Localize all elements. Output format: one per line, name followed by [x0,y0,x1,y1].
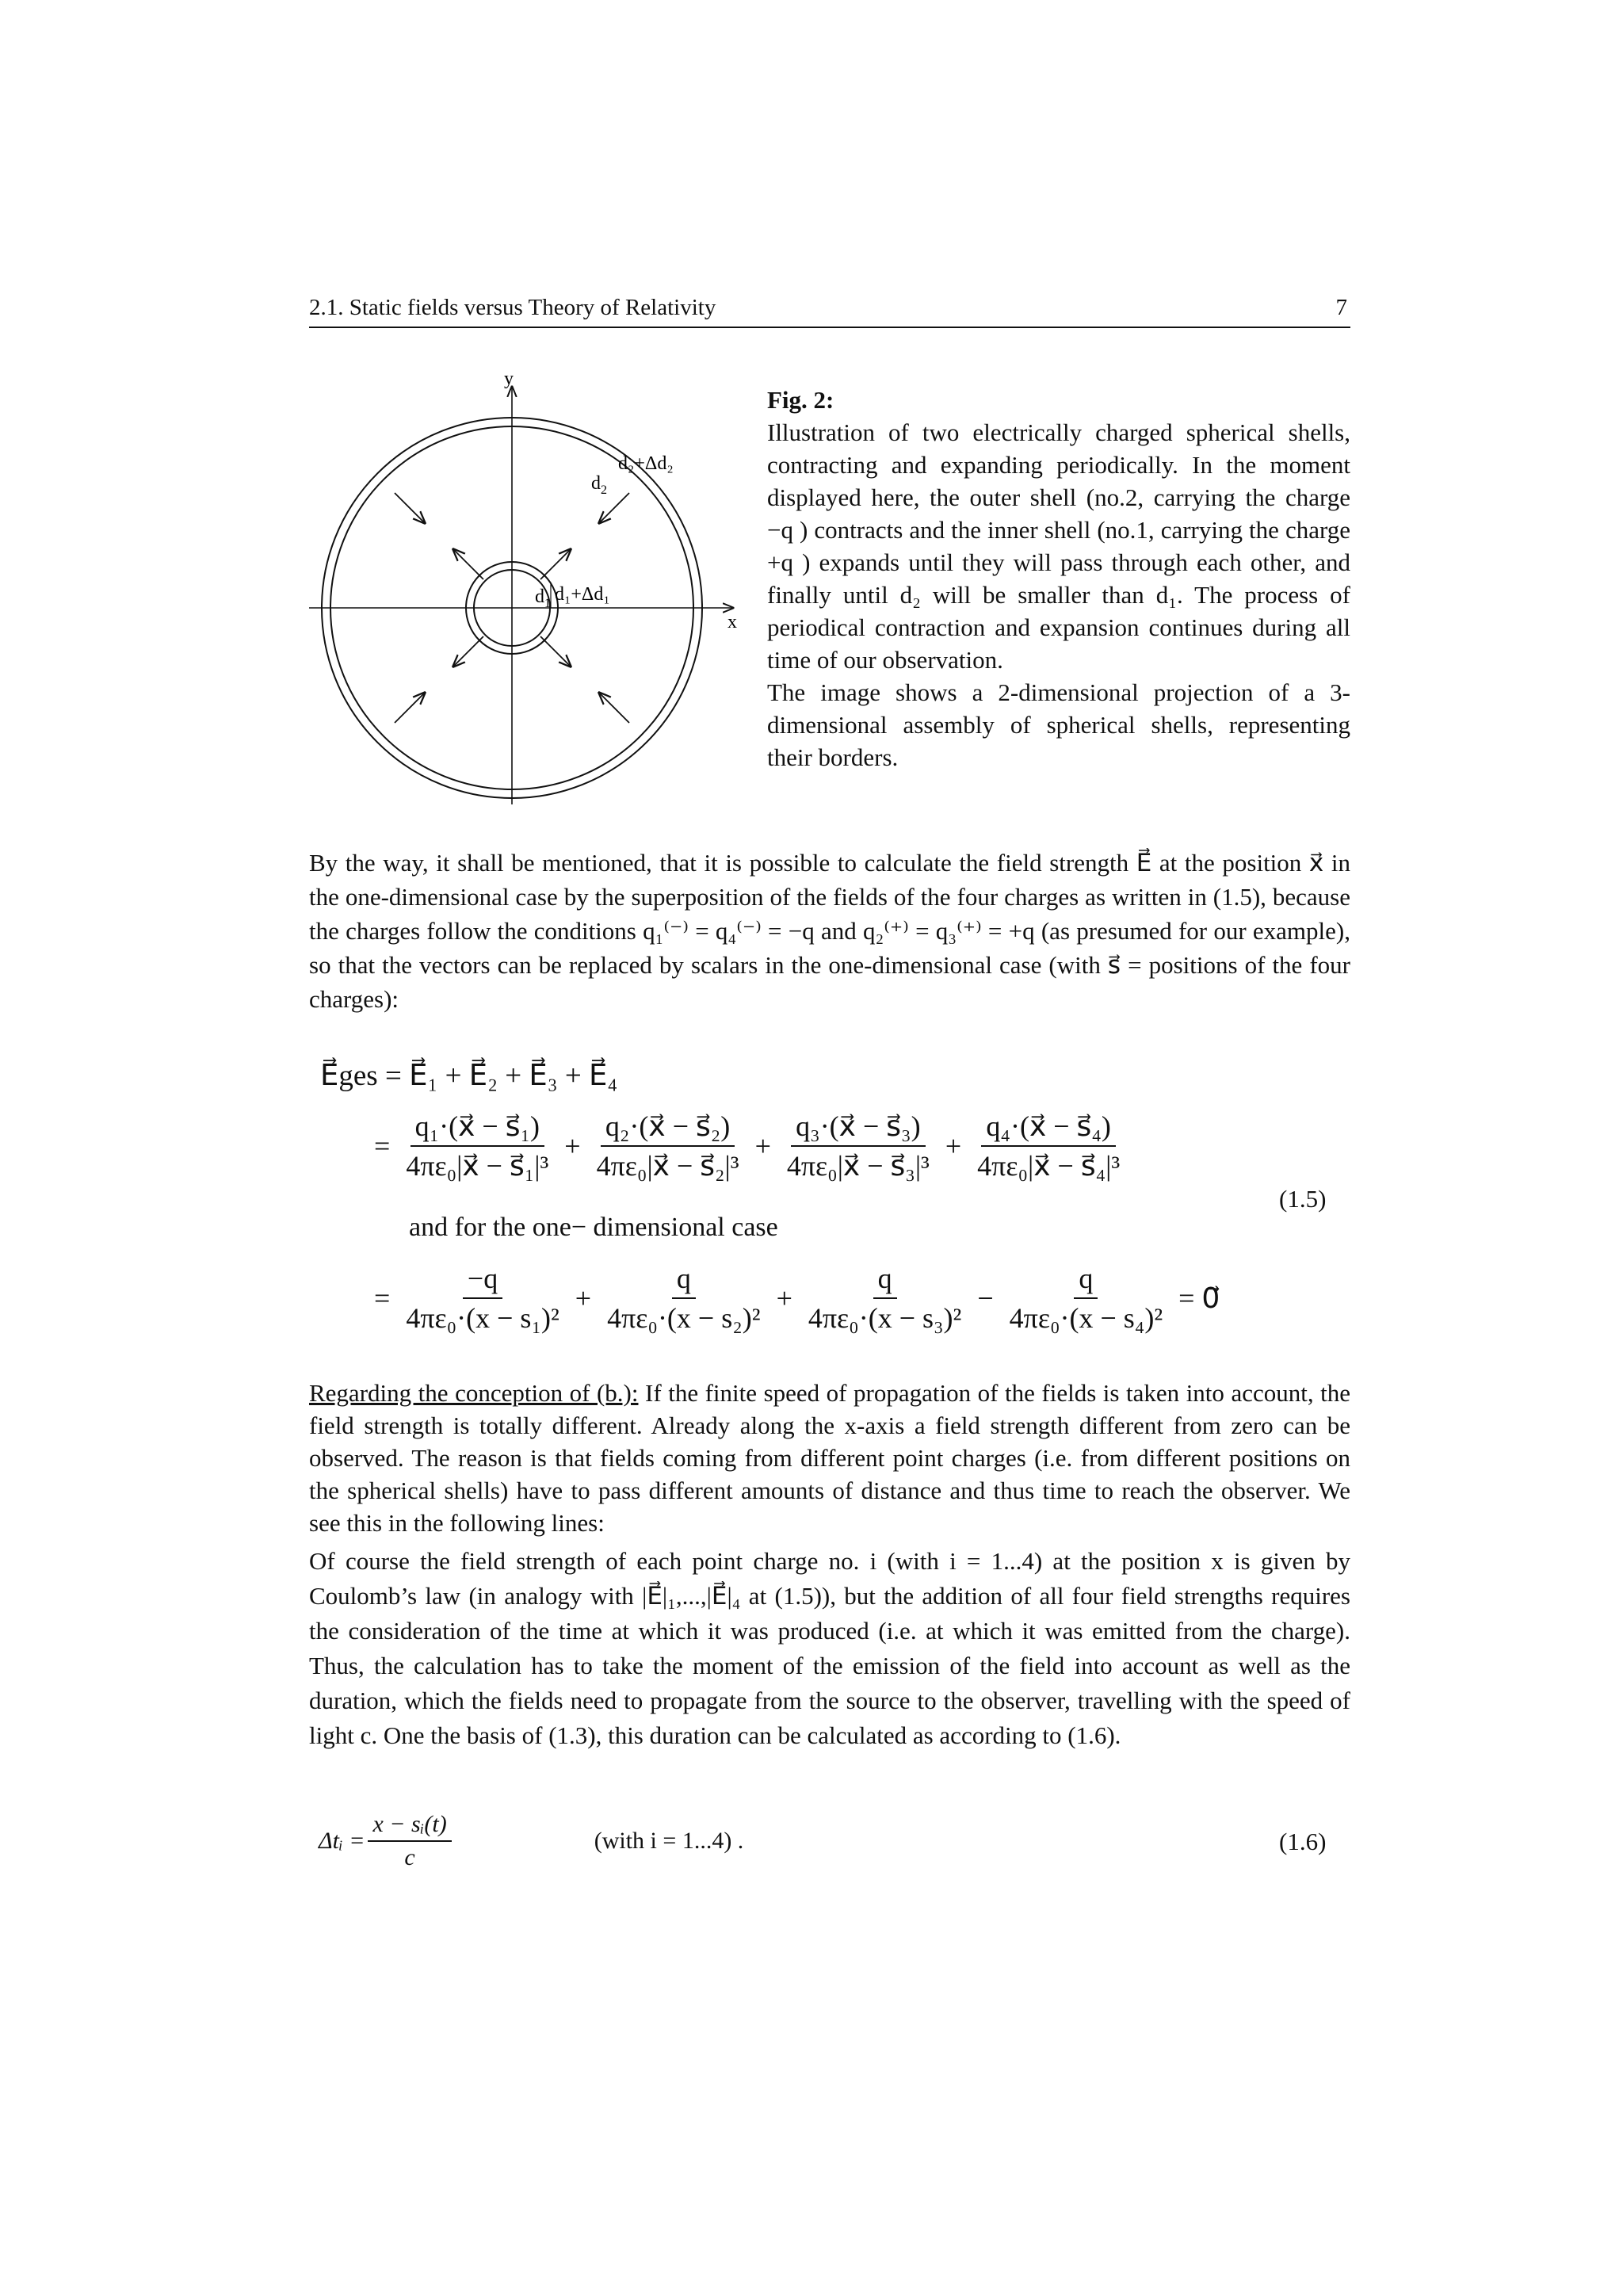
d1-label: $d_1$ [535,586,551,610]
inward-arrow [599,693,629,723]
outward-arrow [453,636,483,667]
d1-delta-label: d₁+Δd₁ [555,584,610,605]
inward-arrow [395,493,425,523]
eq16-denominator: c [404,1844,415,1870]
caption-paragraph-1: Illustration of two electrically charged spherical shells, contracting and expanding periodically. In the moment displayed here, the outer shell (no.2, carrying the charge −q ) contracts and the inner shell (no.1, carrying the charge +q ) expands until they will pass through each other, and finally until d₂ will be smaller than d₁. The process of periodical contraction and expansion continues during all time of our observation. [767,418,1350,674]
eq15-den-2: 4πε₀|x⃗ − s⃗₂|³ [596,1150,739,1182]
eq15-den-1: 4πε₀|x⃗ − s⃗₁|³ [406,1150,549,1182]
caption-title: Fig. 2: [767,386,834,414]
equation-1-5-label: (1.5) [1279,1185,1327,1213]
equation-1-6-label: (1.6) [1279,1828,1327,1855]
eq15-num-4: q₄·(x⃗ − s⃗₄) [981,1110,1115,1147]
equation-1-5-line-2: = $\frac{\text{q₁·(x⃗ − s⃗₁)}}{\text{4πε₀|x⃗ − s⃗₁|³}}$ + $\frac{\text{q₂·(x⃗ − s⃗₂)}}{\text{4πε₀|x⃗ − s⃗₂|³}}$ + $\frac{\text{q₃·(x⃗ − s⃗₃)}}{\text{4πε₀|x⃗ − s⃗₃|³}}$ + $\frac{\text{q₄·(x⃗ − s⃗₄)}}{\text{4πε₀|x⃗ − s⃗₄|³}}$ [366,1110,1128,1182]
equation-1-6 [319,1811,743,1871]
eq15-1d-den-4: 4πε₀·(x − s₄)² [1009,1302,1163,1334]
eq16-condition: (with i = 1...4) . [594,1828,744,1854]
paragraph-lead: Regarding the conception of (b.): [309,1379,639,1407]
eq15-1d-den-1: 4πε₀·(x − s₁)² [406,1302,559,1334]
eq15-num-1: q₁·(x⃗ − s⃗₁) [411,1110,544,1147]
paragraph-body: If the finite speed of propagation of the fields is taken into account, the field strength is totally different. Already along the x-axis a field strength different from zero can be observed. The reason is that fields coming from different point charges (i.e. from different positions on the spherical shells) have to pass different amounts of distance and thus time to reach the observer. We see this in the following lines: [309,1379,1350,1537]
inward-arrow [395,693,425,723]
outward-arrow [540,636,571,667]
spherical-shells-figure [309,365,753,808]
caption-paragraph-2: The image shows a 2-dimensional projection of a 3-dimensional assembly of spherical shells, representing their borders. [767,678,1350,771]
inward-arrow [599,493,629,523]
eq15-1d-num-1: −q [463,1262,502,1299]
equation-1-5-line-3: = $\frac{-q}{\text{4πε₀·(x − s₁)²}}$ + $\frac{q}{\text{4πε₀·(x − s₂)²}}$ + $\frac{q}{\text{4πε₀·(x − s₃)²}}$ − $\frac{q}{\text{4πε₀·(x − s₄)²}}$ = 0⃗ [374,1263,1220,1334]
eq15-num-2: q₂·(x⃗ − s⃗₂) [601,1110,735,1147]
eq16-lhs: Δtᵢ = [319,1828,365,1854]
eq15-den-3: 4πε₀|x⃗ − s⃗₃|³ [786,1150,930,1182]
paragraph-conception-b [309,1377,1350,1539]
eq16-numerator: x − sᵢ(t) [368,1811,451,1842]
page-number: 7 [1335,295,1347,320]
eq15-1d-den-2: 4πε₀·(x − s₂)² [607,1302,761,1334]
eq15-result: = 0⃗ [1178,1282,1220,1314]
d2-delta-label: d₂+Δd₂ [618,453,674,474]
equation-1-5-text: and for the one− dimensional case [409,1213,778,1242]
eq15-1d-num-4: q [1074,1262,1098,1299]
equation-1-5-line-1: E⃗ges = E⃗₁ + E⃗₂ + E⃗₃ + E⃗₄ [320,1060,618,1092]
y-axis-label: y [504,369,514,389]
eq15-den-4: 4πε₀|x⃗ − s⃗₄|³ [977,1150,1121,1182]
paragraph-superposition: By the way, it shall be mentioned, that it is possible to calculate the field strength E⃗ at the position x⃗ in the one-dimensional case by the superposition of the fields of the four charges as written in (1.5), because the charges follow the conditions q₁⁽⁻⁾ = q₄⁽⁻⁾ = −q and q₂⁽⁺⁾ = q₃⁽⁺⁾ = +q (as presumed for our example), so that the vectors can be replaced by scalars in the one-dimensional case (with s⃗ = positions of the four charges): [309,849,1350,1013]
figure-caption [767,384,1350,774]
eq15-1d-num-2: q [672,1262,696,1299]
x-axis-label: x [727,612,737,632]
eq15-num-3: q₃·(x⃗ − s⃗₃) [791,1110,925,1147]
d2-label: $d_2$ [591,473,607,497]
outward-arrow [540,549,571,579]
eq15-1d-den-3: 4πε₀·(x − s₃)² [808,1302,962,1334]
running-header [309,295,1350,328]
outward-arrow [453,549,483,579]
paragraph-coulomb: Of course the field strength of each point charge no. i (with i = 1...4) at the position x is given by Coulomb’s law (in analogy with |E⃗|₁,...,|E⃗|₄ at (1.5)), but the addition of all four field strengths requires the consideration of the time at which it was produced (i.e. at which it was emitted from the charge). Thus, the calculation has to take the moment of the emission of the field into account as well as the duration, which the fields need to propagate from the source to the observer, travelling with the speed of light c. One the basis of (1.3), this duration can be calculated as according to (1.6). [309,1547,1350,1749]
eq15-1d-num-3: q [873,1262,897,1299]
section-title: 2.1. Static fields versus Theory of Relativity [309,295,716,320]
